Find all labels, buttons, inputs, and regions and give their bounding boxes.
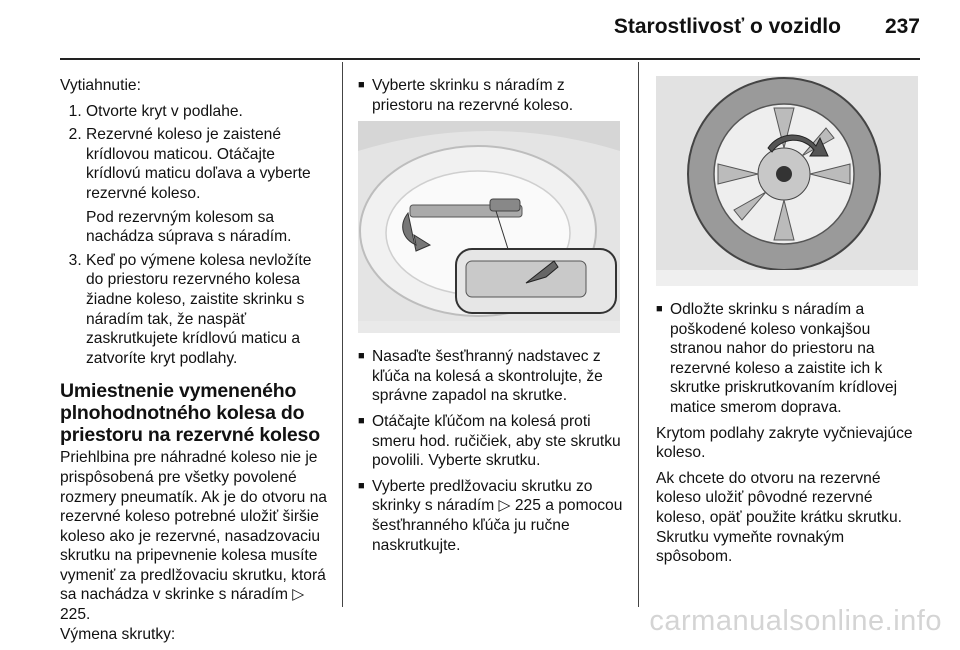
- step-note: Pod rezervným kolesom sa nachádza súprava s náradím.: [86, 208, 292, 246]
- column-2: [358, 76, 628, 561]
- page-reference-arrow-icon[interactable]: ▷: [498, 497, 511, 515]
- header-rule: [60, 58, 920, 60]
- step-item: 1. Otvorte kryt v podlahe.: [86, 102, 328, 122]
- intro-text: Vytiahnutie:: [60, 77, 141, 94]
- body-paragraph: Krytom podlahy zakryte vyčnievajúce koleso.: [656, 424, 913, 462]
- column-1: [60, 76, 328, 650]
- section-title: Starostlivosť o vozidlo: [613, 15, 841, 38]
- body-paragraph: Priehlbina pre náhradné koleso nie je prispôsobená pre všetky povolené rozmery pneumatík. Ak je do otvoru na rezervné koleso potrebné uložiť širšie koleso ako je rezervné, nasadzovaciu skrutku na pripevnenie kolesa musíte vymeniť za predlžovaciu skrutku, ktorá sa nachádza v skrinke s náradím ▷ 225.: [60, 449, 327, 624]
- bullet-list: [358, 76, 628, 115]
- toolbox-illustration: [358, 121, 620, 333]
- body-paragraph: Ak chcete do otvoru na rezervné koleso uložiť pôvodné rezervné koleso, opäť použite krátku skrutku. Skrutku vymeňte rovnakým spôsobom.: [656, 469, 902, 566]
- bullet-item: ■ Odložte skrinku s náradím a poškodené koleso vonkajšou stranou nahor do priestoru na rezervné koleso a zaistite ich k skrutke priskrutkovaním krídlovej matice smerom doprava.: [656, 300, 922, 418]
- page-reference[interactable]: 225: [514, 497, 541, 515]
- wheel-illustration: [656, 76, 918, 286]
- bullet-list: [358, 347, 628, 555]
- column-3: [656, 76, 922, 573]
- bullet-item: ■ Nasaďte šesťhranný nadstavec z kľúča na kolesá a skontrolujte, že správne zapadol na skrutke.: [358, 347, 628, 406]
- page-reference-arrow-icon[interactable]: ▷: [292, 586, 305, 604]
- steps-list: [60, 102, 328, 369]
- bullet-item: ■ Vyberte predlžovaciu skrutku zo skrinky s náradím ▷ 225 a pomocou šesťhranného kľúča ju ručne naskrutkujte.: [358, 477, 628, 555]
- page-reference[interactable]: 225.: [60, 606, 91, 624]
- step-item: 3. Keď po výmene kolesa nevložíte do priestoru rezervného kolesa žiadne koleso, zaistite skrinku s náradím tak, že naspäť zaskrutkujete krídlovú maticu a zatvoríte kryt podlahy.: [86, 251, 328, 369]
- bullet-item: ■ Otáčajte kľúčom na kolesá proti smeru hod. ručičiek, aby ste skrutku povolili. Vyberte skrutku.: [358, 412, 628, 471]
- step-item: 2. Rezervné koleso je zaistené krídlovou maticou. Otáčajte krídlovú maticu doľava a vyberte rezervné koleso. Pod rezervným kolesom sa nachádza súprava s náradím.: [86, 125, 328, 247]
- body-paragraph: Výmena skrutky:: [60, 625, 176, 643]
- page-header: [614, 12, 920, 42]
- bullet-list: [656, 300, 922, 418]
- page-number: 237: [884, 15, 920, 38]
- column-divider-1: [342, 62, 343, 607]
- watermark: carmanualsonline.info: [649, 605, 942, 637]
- column-divider-2: [638, 62, 639, 607]
- section-heading: Umiestnenie vymeneného plnohodnotného kolesa do priestoru na rezervné koleso: [60, 380, 320, 447]
- bullet-item: ■ Vyberte skrinku s náradím z priestoru na rezervné koleso.: [358, 76, 628, 115]
